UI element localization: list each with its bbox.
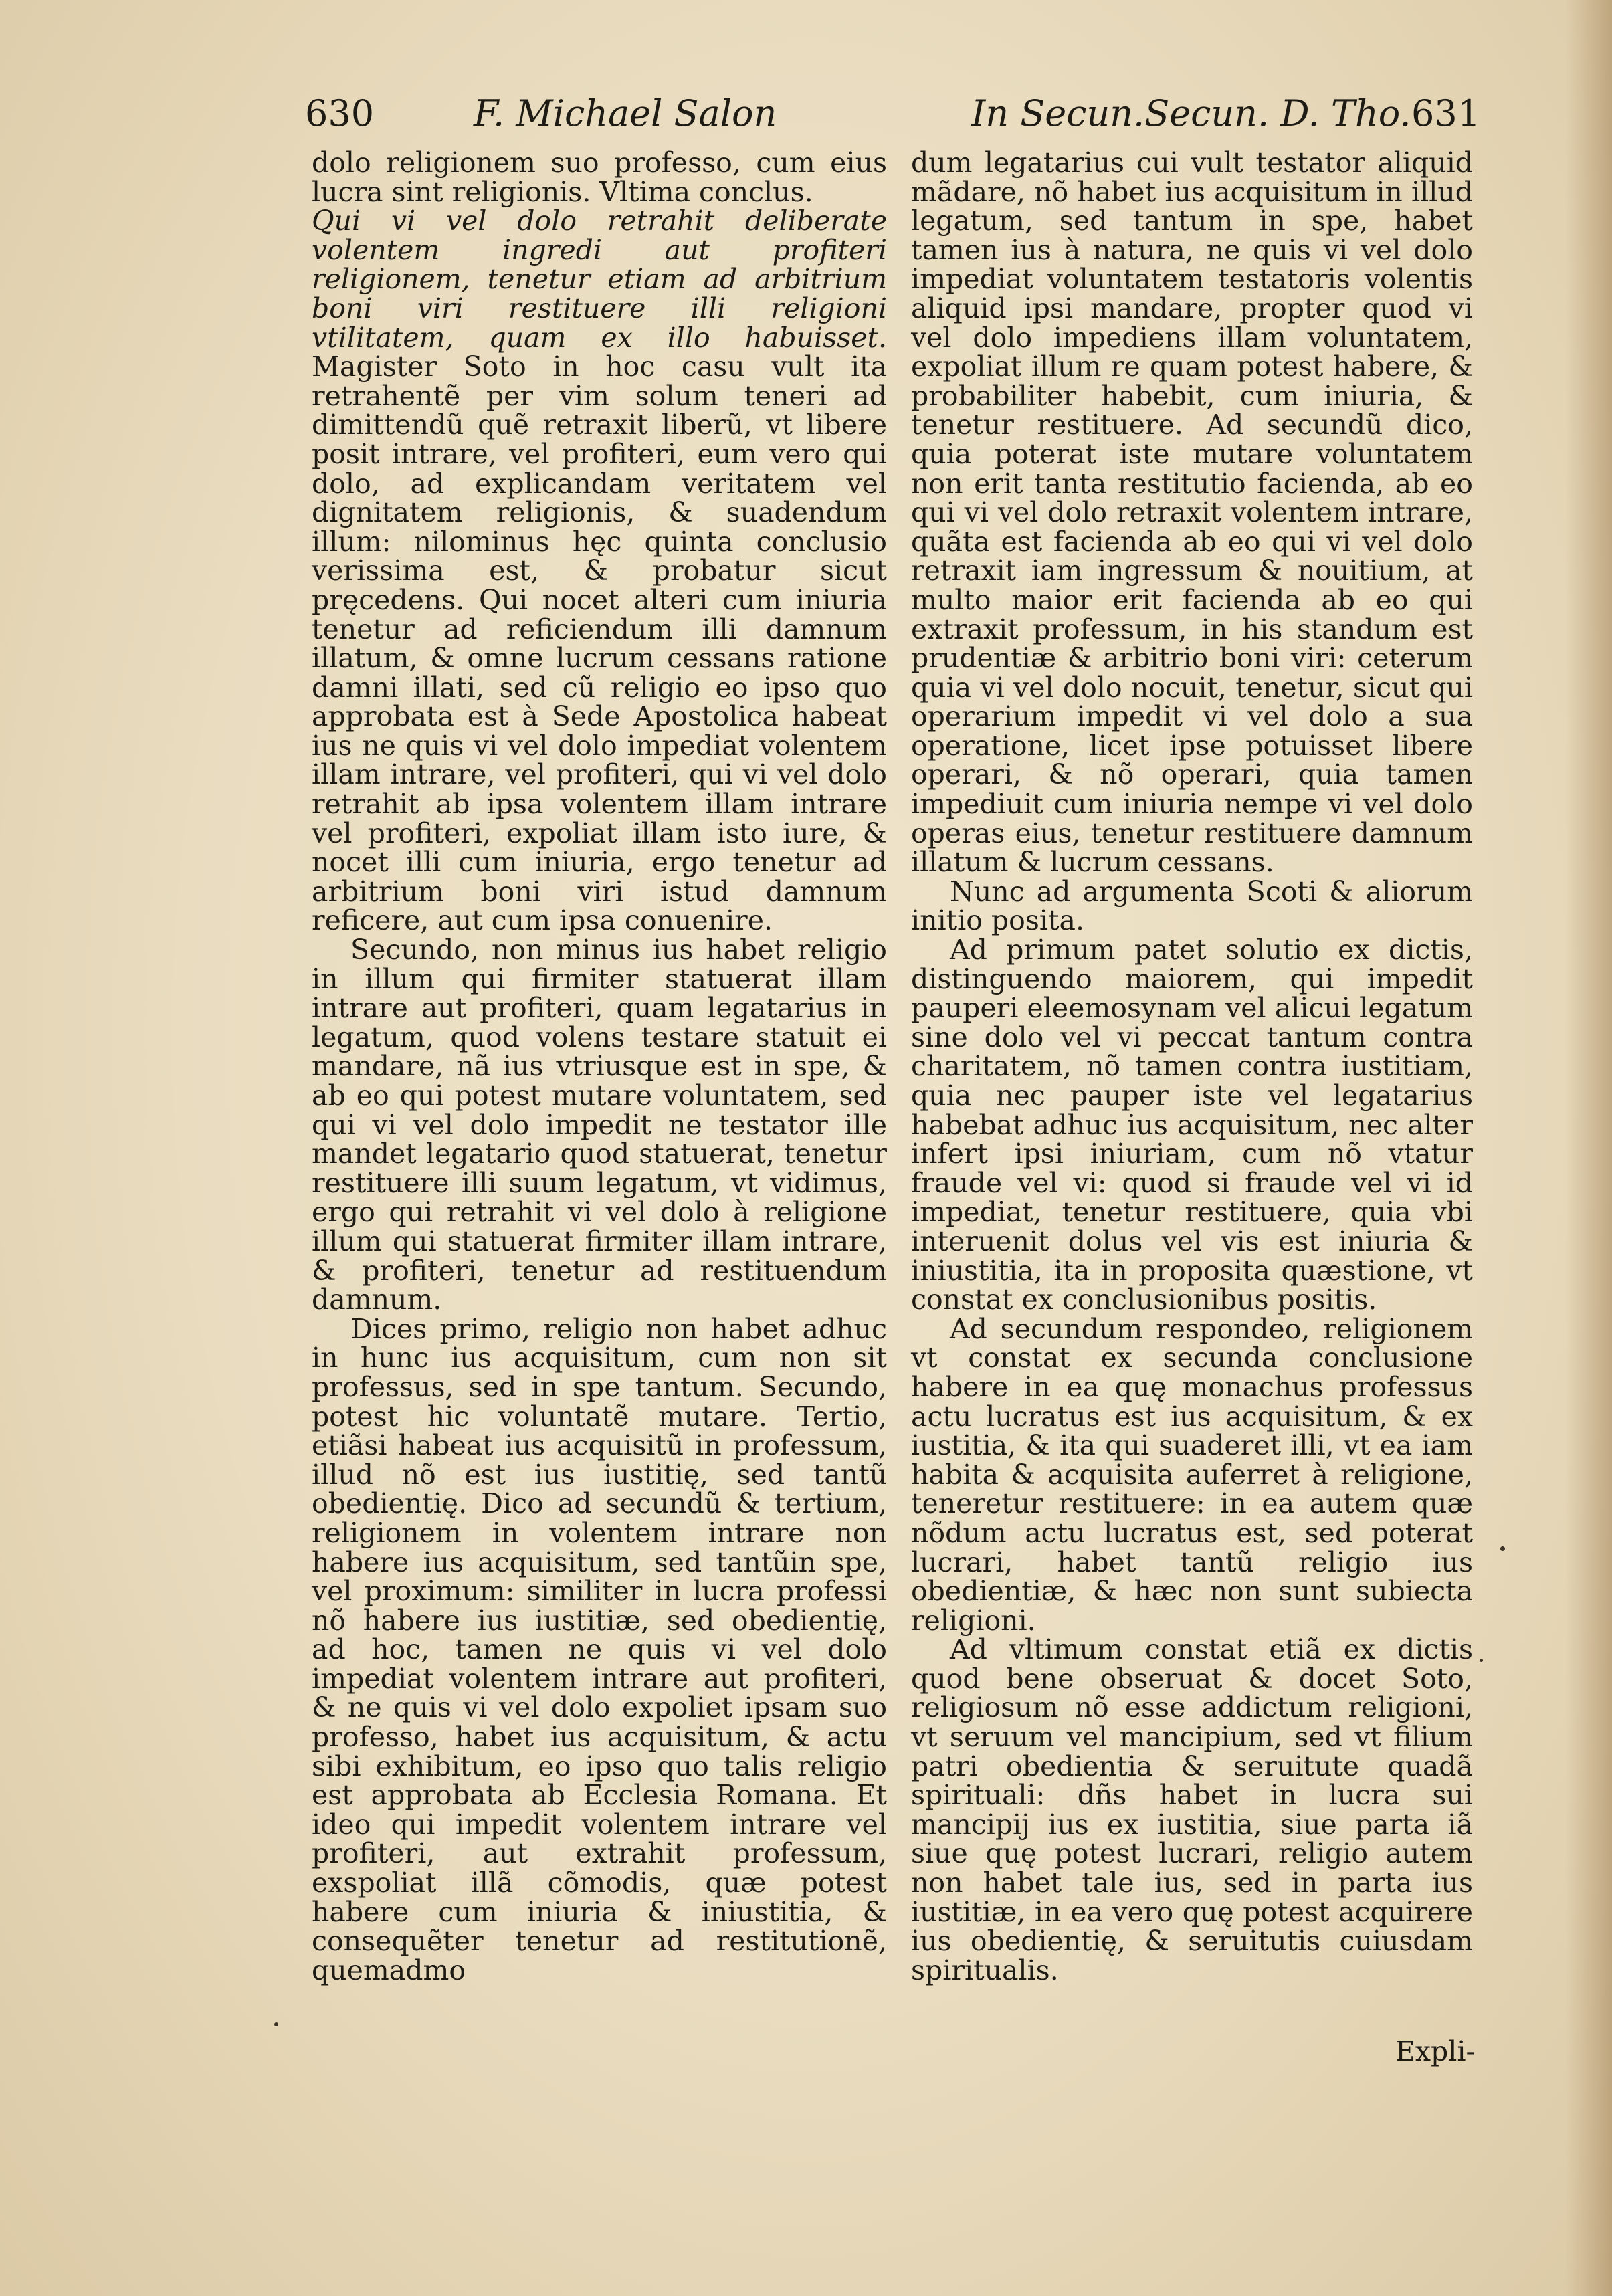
paragraph — [911, 1635, 1473, 1985]
left-text-column — [312, 148, 887, 1985]
catchword: Expli- — [1395, 2035, 1476, 2067]
right-running-title: In Secun.Secun. D. Tho. — [971, 92, 1411, 134]
paragraph-text: dolo religionem suo professo, cum eius lucra sint religionis. Vltima conclus. — [312, 146, 887, 208]
paragraph-text: Magister Soto in hoc casu vult ita retrahentẽ per vim solum teneri ad dimittendũ quẽ retraxit liberũ, vt libere posit intrare, vel profiteri, eum vero qui dolo, ad explicandam veritatem vel dignitatem religionis, & suadendum illum: nilominus hęc quinta conclusio verissima est, & probatur sicut pręcedens. Qui nocet alteri cum iniuria tenetur ad reficiendum illi damnum illatum, & omne lucrum cessans ratione damni illati, sed cũ religio eo ipso quo approbata est à Sede Apostolica habeat ius ne quis vi vel dolo impediat volentem illam intrare, vel profiteri, qui vi vel dolo retrahit ab ipsa volentem illam intrare vel profiteri, expoliat illam isto iure, & nocet illi cum iniuria, ergo tenetur ad arbitrium boni viri istud damnum reficere, aut cum ipsa conuenire. — [312, 350, 887, 937]
paragraph — [312, 207, 887, 936]
page-edge-shadow — [1565, 0, 1612, 2296]
paragraph-text: Ad vltimum constat etiã ex dictis quod bene obseruat & docet Soto, religiosum nõ esse addictum religioni, vt seruum vel mancipium, sed vt filium patri obedientia & seruitute quadã spirituali: dñs habet in lucra sui mancipij ius ex iustitia, siue parta iã siue quę potest lucrari, religio autem non habet tale ius, sed in parta ius iustitiæ, in ea vero quę potest acquirere ius obedientię, & seruitutis cuiusdam spiritualis. — [911, 1633, 1473, 1986]
paragraph — [911, 148, 1473, 877]
ink-speck — [1480, 1659, 1483, 1662]
right-page-number: 631 — [1411, 92, 1481, 134]
italic-conclusion: Qui vi vel dolo retrahit deliberate volentem ingredi aut profiteri religionem, tenetur etiam ad arbitrium boni viri restituere illi religioni vtilitatem, quam ex illo habuisset. — [312, 205, 887, 354]
paragraph — [312, 148, 887, 207]
paragraph-text: dum legatarius cui vult testator aliquid mãdare, nõ habet ius acquisitum in illud legatum, sed tantum in spe, habet tamen ius à natura, ne quis vi vel dolo impediat voluntatem testatoris volentis aliquid ipsi mandare, propter quod vi vel dolo impediens illam voluntatem, expoliat illum re quam potest habere, & probabiliter habebit, cum iniuria, & tenetur restituere. Ad secundũ dico, quia poterat iste mutare voluntatem non erit tanta restitutio facienda, ab eo qui vi vel dolo retraxit volentem intrare, quãta est facienda ab eo qui vi vel dolo retraxit iam ingressum & nouitium, at multo maior erit facienda ab eo qui extraxit professum, in his standum est prudentiæ & arbitrio boni viri: ceterum quia vi vel dolo nocuit, tenetur, sicut qui operarium impedit vi vel dolo a sua operatione, licet ipse potuisset libere operari, & nõ operari, quia tamen impediuit cum iniuria nempe vi vel dolo operas eius, tenetur restituere damnum illatum & lucrum cessans. — [911, 146, 1473, 879]
left-running-title: F. Michael Salon — [474, 92, 777, 134]
paragraph — [911, 877, 1473, 936]
paragraph-text: Dices primo, religio non habet adhuc in hunc ius acquisitum, cum non sit professus, sed in spe tantum. Secundo, potest hic voluntatẽ mutare. Tertio, etiãsi habeat ius acquisitũ in professum, illud nõ est ius iustitię, sed tantũ obedientię. Dico ad secundũ & tertium, religionem in volentem intrare non habere ius acquisitum, sed tantũin spe, vel proximum: similiter in lucra professi nõ habere ius iustitiæ, sed obedientię, ad hoc, tamen ne quis vi vel dolo impediat volentem intrare aut profiteri, & ne quis vi vel dolo expoliet ipsam suo professo, habet ius acquisitum, & actu sibi exhibitum, eo ipso quo talis religio est approbata ab Ecclesia Romana. Et ideo qui impedit volentem intrare vel profiteri, aut extrahit professum, exspoliat illã cõmodis, quæ potest habere cum iniuria & iniustitia, & consequẽter tenetur ad restitutionẽ, quemadmo — [312, 1312, 887, 1986]
paragraph — [911, 936, 1473, 1315]
ink-speck — [1500, 1546, 1505, 1551]
paragraph — [312, 936, 887, 1315]
paragraph — [312, 1312, 887, 1986]
paragraph — [911, 1312, 1473, 1637]
left-page-number: 630 — [305, 92, 375, 134]
right-text-column — [911, 148, 1473, 1985]
paragraph-text: Secundo, non minus ius habet religio in illum qui firmiter statuerat illam intrare aut profiteri, quam legatarius in legatum, quod volens testare statuit ei mandare, nã ius vtriusque est in spe, & ab eo qui potest mutare voluntatem, sed qui vi vel dolo impedit ne testator ille mandet legatario quod statuerat, tenetur restituere illi suum legatum, vt vidimus, ergo qui retrahit vi vel dolo à religione illum qui statuerat firmiter illam intrare, & profiteri, tenetur ad restituendum damnum. — [312, 934, 887, 1316]
paragraph-text: Ad secundum respondeo, religionem vt constat ex secunda conclusione habere in ea quę monachus professus actu lucratus est ius acquisitum, & ex iustitia, & ita qui suaderet illi, vt ea iam habita & acquisita auferret à religione, teneretur restituere: in ea autem quæ nõdum actu lucratus est, sed poterat lucrari, habet tantũ religio ius obedientiæ, & hæc non sunt subiecta religioni. — [911, 1312, 1473, 1637]
paragraph-text: Nunc ad argumenta Scoti & aliorum initio posita. — [911, 875, 1473, 937]
ink-speck — [274, 2022, 278, 2026]
paragraph-text: Ad primum patet solutio ex dictis, distinguendo maiorem, qui impedit pauperi eleemosynam vel alicui legatum sine dolo vel vi peccat tantum contra charitatem, nõ tamen contra iustitiam, quia nec pauper iste vel legatarius habebat adhuc ius acquisitum, nec alter infert ipsi iniuriam, cum nõ vtatur fraude vel vi: quod si fraude vel vi id impediat, tenetur restituere, quia vbi interuenit dolus vel vis est iniuria & iniustitia, ita in proposita quæstione, vt constat ex conclusionibus positis. — [911, 934, 1473, 1316]
